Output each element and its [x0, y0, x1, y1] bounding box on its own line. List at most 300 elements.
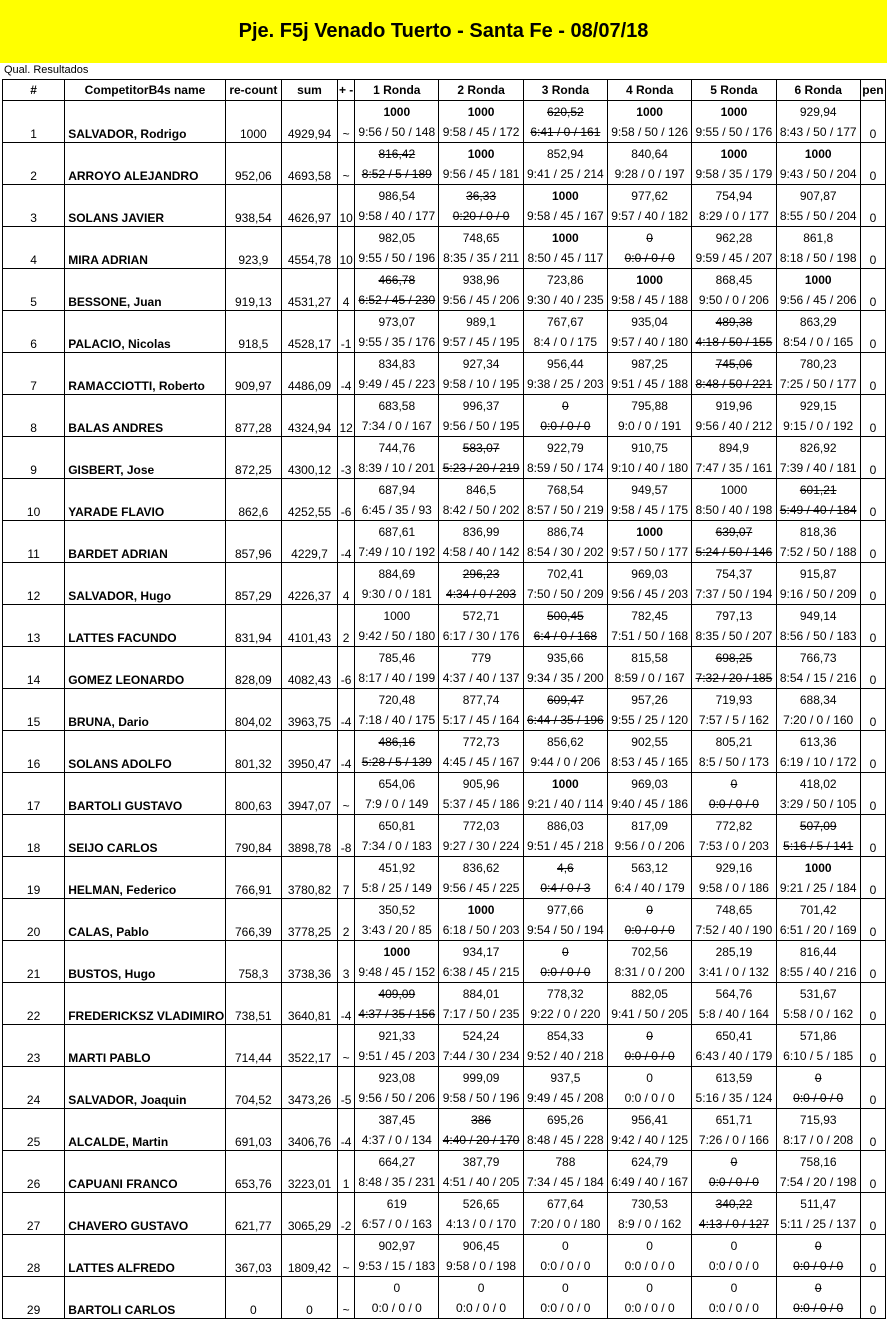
round-4-cell	[608, 101, 692, 143]
sum-cell: 4101,43	[281, 605, 337, 647]
sum-cell: 3406,76	[281, 1109, 337, 1151]
round-score: 767,67	[547, 314, 584, 329]
penalty-cell: 0	[860, 269, 885, 311]
round-detail: 6:4 / 40 / 179	[614, 880, 685, 895]
round-detail: 4:45 / 45 / 167	[442, 754, 520, 769]
round-detail: 7:57 / 5 / 162	[698, 712, 769, 727]
recount-cell: 919,13	[225, 269, 281, 311]
round-score: 0	[730, 776, 738, 791]
competitor-name-cell: GOMEZ LEONARDO	[65, 647, 226, 689]
rank-cell: 16	[3, 731, 65, 773]
round-score: 1000	[383, 104, 411, 119]
round-score: 698,25	[715, 650, 753, 665]
round-detail: 9:56 / 0 / 206	[614, 838, 685, 853]
round-detail: 0:0 / 0 / 0	[624, 1090, 675, 1105]
round-1-cell	[355, 437, 439, 479]
round-1-cell	[355, 1235, 439, 1277]
round-2-cell	[439, 731, 523, 773]
round-3-cell	[523, 227, 607, 269]
round-score: 702,41	[547, 566, 584, 581]
round-detail: 8:52 / 5 / 189	[361, 166, 432, 181]
recount-cell: 800,63	[225, 773, 281, 815]
plus-minus-cell: ~	[338, 143, 355, 185]
round-detail: 8:55 / 40 / 216	[779, 964, 857, 979]
round-5-cell	[692, 815, 776, 857]
round-detail: 9:58 / 50 / 196	[442, 1090, 520, 1105]
recount-cell: 790,84	[225, 815, 281, 857]
round-score: 797,13	[715, 608, 753, 623]
round-1-cell	[355, 1277, 439, 1319]
round-2-cell	[439, 479, 523, 521]
round-5-cell	[692, 1025, 776, 1067]
round-detail: 0:0 / 0 / 0	[540, 418, 591, 433]
round-detail: 6:49 / 40 / 167	[611, 1174, 688, 1189]
round-3-cell	[523, 521, 607, 563]
col-header-round-3: 3 Ronda	[523, 80, 607, 101]
round-1-cell	[355, 941, 439, 983]
round-1-cell	[355, 395, 439, 437]
round-detail: 8:4 / 0 / 175	[533, 334, 598, 349]
round-detail: 7:26 / 0 / 166	[698, 1132, 769, 1147]
table-row	[3, 353, 886, 395]
round-detail: 0:0 / 0 / 0	[793, 1090, 844, 1105]
sum-cell: 1809,42	[281, 1235, 337, 1277]
round-detail: 9:58 / 45 / 172	[442, 124, 520, 139]
round-5-cell	[692, 311, 776, 353]
round-2-cell	[439, 185, 523, 227]
round-score: 0	[477, 1280, 485, 1295]
plus-minus-cell: 4	[338, 269, 355, 311]
round-detail: 9:41 / 25 / 214	[526, 166, 604, 181]
round-score: 0	[646, 1280, 653, 1295]
penalty-cell: 0	[860, 899, 885, 941]
round-1-cell	[355, 815, 439, 857]
rank-cell: 20	[3, 899, 65, 941]
round-1-cell	[355, 101, 439, 143]
competitor-name-cell: SEIJO CARLOS	[65, 815, 226, 857]
round-score: 877,74	[462, 692, 500, 707]
round-6-cell	[776, 185, 860, 227]
recount-cell: 1000	[225, 101, 281, 143]
round-6-cell	[776, 1109, 860, 1151]
plus-minus-cell: 1	[338, 1151, 355, 1193]
penalty-cell: 0	[860, 1109, 885, 1151]
round-score: 1000	[636, 272, 663, 287]
recount-cell: 877,28	[225, 395, 281, 437]
rank-cell: 17	[3, 773, 65, 815]
round-6-cell	[776, 899, 860, 941]
round-score: 0	[814, 1280, 822, 1295]
round-detail: 7:25 / 50 / 177	[779, 376, 857, 391]
round-score: 687,61	[378, 524, 416, 539]
page-title: Pje. F5j Venado Tuerto - Santa Fe - 08/07/18	[0, 0, 887, 63]
round-detail: 8:48 / 50 / 221	[695, 376, 773, 391]
round-detail: 9:58 / 45 / 167	[526, 208, 604, 223]
round-1-cell	[355, 185, 439, 227]
recount-cell: 758,3	[225, 941, 281, 983]
plus-minus-cell: 7	[338, 857, 355, 899]
round-5-cell	[692, 353, 776, 395]
recount-cell: 801,32	[225, 731, 281, 773]
round-6-cell	[776, 311, 860, 353]
round-detail: 9:56 / 45 / 206	[442, 292, 520, 307]
table-row	[3, 899, 886, 941]
round-detail: 9:55 / 35 / 176	[358, 334, 436, 349]
round-detail: 9:41 / 50 / 205	[611, 1006, 688, 1021]
round-detail: 4:13 / 0 / 127	[698, 1216, 769, 1231]
penalty-cell: 0	[860, 731, 885, 773]
competitor-name-cell: MIRA ADRIAN	[65, 227, 226, 269]
round-detail: 8:39 / 10 / 201	[358, 460, 436, 475]
plus-minus-cell: 10	[338, 227, 355, 269]
round-detail: 9:44 / 0 / 206	[530, 754, 601, 769]
round-score: 350,52	[378, 902, 416, 917]
round-3-cell	[523, 101, 607, 143]
round-4-cell	[608, 1235, 692, 1277]
round-detail: 0:0 / 0 / 0	[624, 1258, 675, 1273]
round-5-cell	[692, 647, 776, 689]
table-row	[3, 815, 886, 857]
plus-minus-cell: -6	[338, 479, 355, 521]
competitor-name-cell: BRUNA, Dario	[65, 689, 226, 731]
round-score: 36,33	[466, 188, 497, 203]
round-detail: 8:54 / 15 / 216	[779, 670, 857, 685]
round-3-cell	[523, 143, 607, 185]
round-score: 929,16	[715, 860, 753, 875]
rank-cell: 6	[3, 311, 65, 353]
round-6-cell	[776, 1277, 860, 1319]
round-score: 754,37	[715, 566, 753, 581]
col-header-round-1: 1 Ronda	[355, 80, 439, 101]
recount-cell: 367,03	[225, 1235, 281, 1277]
plus-minus-cell: 2	[338, 899, 355, 941]
round-score: 886,74	[547, 524, 584, 539]
round-3-cell	[523, 269, 607, 311]
round-score: 816,44	[799, 944, 837, 959]
round-detail: 4:13 / 0 / 170	[446, 1216, 517, 1231]
round-score: 723,86	[547, 272, 584, 287]
round-detail: 5:28 / 5 / 139	[361, 754, 432, 769]
round-6-cell	[776, 353, 860, 395]
round-5-cell	[692, 941, 776, 983]
round-score: 982,05	[378, 230, 416, 245]
round-score: 1000	[720, 482, 748, 497]
round-3-cell	[523, 395, 607, 437]
round-detail: 0:0 / 0 / 0	[540, 1300, 591, 1315]
table-row	[3, 269, 886, 311]
table-row	[3, 1109, 886, 1151]
round-score: 613,59	[715, 1070, 753, 1085]
round-1-cell	[355, 773, 439, 815]
round-detail: 9:21 / 25 / 184	[779, 880, 857, 895]
round-detail: 5:11 / 25 / 137	[780, 1216, 857, 1231]
round-3-cell	[523, 647, 607, 689]
round-score: 766,73	[799, 650, 837, 665]
round-detail: 8:35 / 50 / 207	[695, 628, 773, 643]
round-score: 1000	[467, 104, 495, 119]
round-detail: 9:53 / 15 / 183	[358, 1258, 436, 1273]
round-5-cell	[692, 1151, 776, 1193]
round-6-cell	[776, 1025, 860, 1067]
round-score: 387,79	[462, 1154, 500, 1169]
penalty-cell: 0	[860, 1067, 885, 1109]
round-3-cell	[523, 1025, 607, 1067]
round-score: 956,41	[631, 1112, 668, 1127]
round-score: 701,42	[799, 902, 837, 917]
round-3-cell	[523, 353, 607, 395]
round-score: 0	[562, 398, 569, 413]
round-3-cell	[523, 185, 607, 227]
competitor-name-cell: MARTI PABLO	[65, 1025, 226, 1067]
round-score: 818,36	[799, 524, 837, 539]
round-score: 745,06	[715, 356, 753, 371]
round-detail: 9:42 / 50 / 180	[358, 628, 436, 643]
round-detail: 9:52 / 40 / 218	[526, 1048, 604, 1063]
round-detail: 9:56 / 50 / 148	[358, 124, 436, 139]
recount-cell: 862,6	[225, 479, 281, 521]
table-row	[3, 143, 886, 185]
sum-cell: 4528,17	[281, 311, 337, 353]
table-row	[3, 941, 886, 983]
penalty-cell: 0	[860, 689, 885, 731]
round-4-cell	[608, 563, 692, 605]
round-detail: 4:37 / 35 / 156	[358, 1006, 436, 1021]
round-detail: 8:54 / 0 / 165	[783, 334, 854, 349]
round-detail: 6:52 / 45 / 230	[358, 292, 436, 307]
round-6-cell	[776, 1151, 860, 1193]
col-header-round-2: 2 Ronda	[439, 80, 523, 101]
round-detail: 9:10 / 40 / 180	[611, 460, 688, 475]
round-detail: 9:56 / 45 / 206	[779, 292, 857, 307]
round-detail: 0:0 / 0 / 0	[456, 1300, 507, 1315]
round-detail: 9:56 / 45 / 225	[442, 880, 520, 895]
rank-cell: 2	[3, 143, 65, 185]
round-3-cell	[523, 563, 607, 605]
round-detail: 0:0 / 0 / 0	[540, 964, 591, 979]
round-detail: 8:35 / 35 / 211	[443, 250, 519, 265]
round-score: 782,45	[631, 608, 668, 623]
round-score: 0	[730, 1154, 738, 1169]
round-score: 836,99	[462, 524, 500, 539]
round-score: 609,47	[547, 692, 584, 707]
round-1-cell	[355, 521, 439, 563]
round-detail: 9:50 / 0 / 206	[698, 292, 769, 307]
round-score: 386	[471, 1112, 492, 1127]
penalty-cell: 0	[860, 101, 885, 143]
round-score: 0	[814, 1070, 822, 1085]
round-2-cell	[439, 353, 523, 395]
round-detail: 9:58 / 45 / 188	[611, 292, 688, 307]
penalty-cell: 0	[860, 395, 885, 437]
sum-cell: 4324,94	[281, 395, 337, 437]
round-detail: 7:20 / 0 / 180	[530, 1216, 601, 1231]
plus-minus-cell: -4	[338, 731, 355, 773]
round-2-cell	[439, 101, 523, 143]
round-4-cell	[608, 395, 692, 437]
round-detail: 4:34 / 0 / 203	[446, 586, 517, 601]
round-5-cell	[692, 605, 776, 647]
round-6-cell	[776, 269, 860, 311]
round-detail: 5:49 / 40 / 184	[779, 502, 857, 517]
round-score: 0	[730, 1280, 738, 1295]
plus-minus-cell: -1	[338, 311, 355, 353]
table-row	[3, 983, 886, 1025]
round-score: 921,33	[378, 1028, 416, 1043]
round-2-cell	[439, 1235, 523, 1277]
round-score: 1000	[552, 776, 579, 791]
round-score: 1000	[383, 608, 411, 623]
recount-cell: 857,29	[225, 563, 281, 605]
round-score: 894,9	[718, 440, 749, 455]
round-3-cell	[523, 1193, 607, 1235]
round-5-cell	[692, 437, 776, 479]
plus-minus-cell: -3	[338, 437, 355, 479]
penalty-cell: 0	[860, 1235, 885, 1277]
round-1-cell	[355, 353, 439, 395]
rank-cell: 15	[3, 689, 65, 731]
round-detail: 5:37 / 45 / 186	[442, 796, 520, 811]
round-score: 996,37	[462, 398, 500, 413]
round-score: 840,64	[631, 146, 668, 161]
round-detail: 9:21 / 40 / 114	[527, 796, 604, 811]
round-score: 0	[730, 1238, 738, 1253]
rank-cell: 5	[3, 269, 65, 311]
plus-minus-cell: -4	[338, 1109, 355, 1151]
round-detail: 8:48 / 35 / 231	[358, 1174, 436, 1189]
round-detail: 9:58 / 45 / 175	[611, 502, 688, 517]
sum-cell: 3780,82	[281, 857, 337, 899]
sum-cell: 4486,09	[281, 353, 337, 395]
round-score: 758,16	[799, 1154, 837, 1169]
table-row	[3, 605, 886, 647]
round-3-cell	[523, 983, 607, 1025]
round-detail: 0:0 / 0 / 0	[624, 250, 675, 265]
round-detail: 9:58 / 50 / 126	[611, 124, 688, 139]
round-detail: 6:38 / 45 / 215	[442, 964, 520, 979]
plus-minus-cell: -4	[338, 521, 355, 563]
round-2-cell	[439, 941, 523, 983]
table-row	[3, 1151, 886, 1193]
round-detail: 0:20 / 0 / 0	[452, 208, 510, 223]
round-1-cell	[355, 647, 439, 689]
recount-cell: 872,25	[225, 437, 281, 479]
round-4-cell	[608, 857, 692, 899]
competitor-name-cell: CALAS, Pablo	[65, 899, 226, 941]
round-detail: 9:58 / 0 / 198	[446, 1258, 517, 1273]
round-6-cell	[776, 731, 860, 773]
col-header-round-6: 6 Ronda	[776, 80, 860, 101]
round-6-cell	[776, 437, 860, 479]
round-detail: 6:17 / 30 / 176	[442, 628, 520, 643]
round-score: 500,45	[547, 608, 584, 623]
round-score: 1000	[636, 524, 663, 539]
round-score: 564,76	[715, 986, 753, 1001]
col-header-recount: re-count	[225, 80, 281, 101]
round-detail: 8:54 / 30 / 202	[526, 544, 604, 559]
round-4-cell	[608, 983, 692, 1025]
round-score: 0	[646, 1238, 653, 1253]
recount-cell: 714,44	[225, 1025, 281, 1067]
round-4-cell	[608, 479, 692, 521]
round-detail: 9:58 / 10 / 195	[442, 376, 520, 391]
round-score: 910,75	[631, 440, 668, 455]
round-detail: 5:8 / 40 / 164	[698, 1006, 769, 1021]
round-1-cell	[355, 227, 439, 269]
round-2-cell	[439, 269, 523, 311]
round-detail: 9:28 / 0 / 197	[614, 166, 685, 181]
round-detail: 8:31 / 0 / 200	[614, 964, 685, 979]
round-2-cell	[439, 563, 523, 605]
round-detail: 5:8 / 25 / 149	[361, 880, 432, 895]
round-4-cell	[608, 311, 692, 353]
round-6-cell	[776, 1067, 860, 1109]
round-score: 489,38	[715, 314, 753, 329]
round-5-cell	[692, 857, 776, 899]
round-detail: 8:9 / 0 / 162	[617, 1216, 682, 1231]
round-score: 748,65	[715, 902, 753, 917]
col-header-pen: pen	[860, 80, 885, 101]
round-score: 1000	[804, 272, 832, 287]
round-detail: 8:17 / 40 / 199	[358, 670, 436, 685]
round-detail: 6:51 / 20 / 169	[779, 922, 857, 937]
col-header-rank: #	[3, 80, 65, 101]
round-score: 1000	[552, 188, 579, 203]
round-3-cell	[523, 605, 607, 647]
round-detail: 8:55 / 50 / 204	[779, 208, 857, 223]
penalty-cell: 0	[860, 185, 885, 227]
round-score: 486,16	[378, 734, 416, 749]
round-detail: 9:15 / 0 / 192	[783, 418, 854, 433]
round-score: 772,03	[462, 818, 500, 833]
round-detail: 9:48 / 45 / 152	[358, 964, 436, 979]
header-row	[3, 80, 886, 101]
round-score: 524,24	[462, 1028, 500, 1043]
round-detail: 4:18 / 50 / 155	[695, 334, 773, 349]
round-detail: 9:49 / 45 / 223	[358, 376, 436, 391]
recount-cell: 938,54	[225, 185, 281, 227]
round-5-cell	[692, 689, 776, 731]
round-detail: 9:55 / 50 / 176	[695, 124, 773, 139]
sum-cell: 4082,43	[281, 647, 337, 689]
table-row	[3, 227, 886, 269]
round-score: 563,12	[631, 860, 668, 875]
round-3-cell	[523, 437, 607, 479]
round-6-cell	[776, 1235, 860, 1277]
round-score: 0	[814, 1238, 822, 1253]
penalty-cell: 0	[860, 647, 885, 689]
sum-cell: 4300,12	[281, 437, 337, 479]
round-1-cell	[355, 605, 439, 647]
round-6-cell	[776, 647, 860, 689]
competitor-name-cell: CHAVERO GUSTAVO	[65, 1193, 226, 1235]
competitor-name-cell: BARTOLI GUSTAVO	[65, 773, 226, 815]
round-score: 720,48	[378, 692, 416, 707]
round-score: 719,93	[715, 692, 753, 707]
round-6-cell	[776, 815, 860, 857]
round-score: 613,36	[799, 734, 837, 749]
round-score: 572,71	[462, 608, 500, 623]
plus-minus-cell: ~	[338, 1025, 355, 1067]
plus-minus-cell: ~	[338, 773, 355, 815]
round-score: 856,62	[547, 734, 584, 749]
round-score: 987,25	[631, 356, 668, 371]
round-score: 836,62	[462, 860, 500, 875]
round-score: 854,33	[547, 1028, 584, 1043]
round-detail: 6:18 / 50 / 203	[442, 922, 520, 937]
penalty-cell: 0	[860, 1193, 885, 1235]
table-row	[3, 311, 886, 353]
round-score: 934,17	[462, 944, 500, 959]
